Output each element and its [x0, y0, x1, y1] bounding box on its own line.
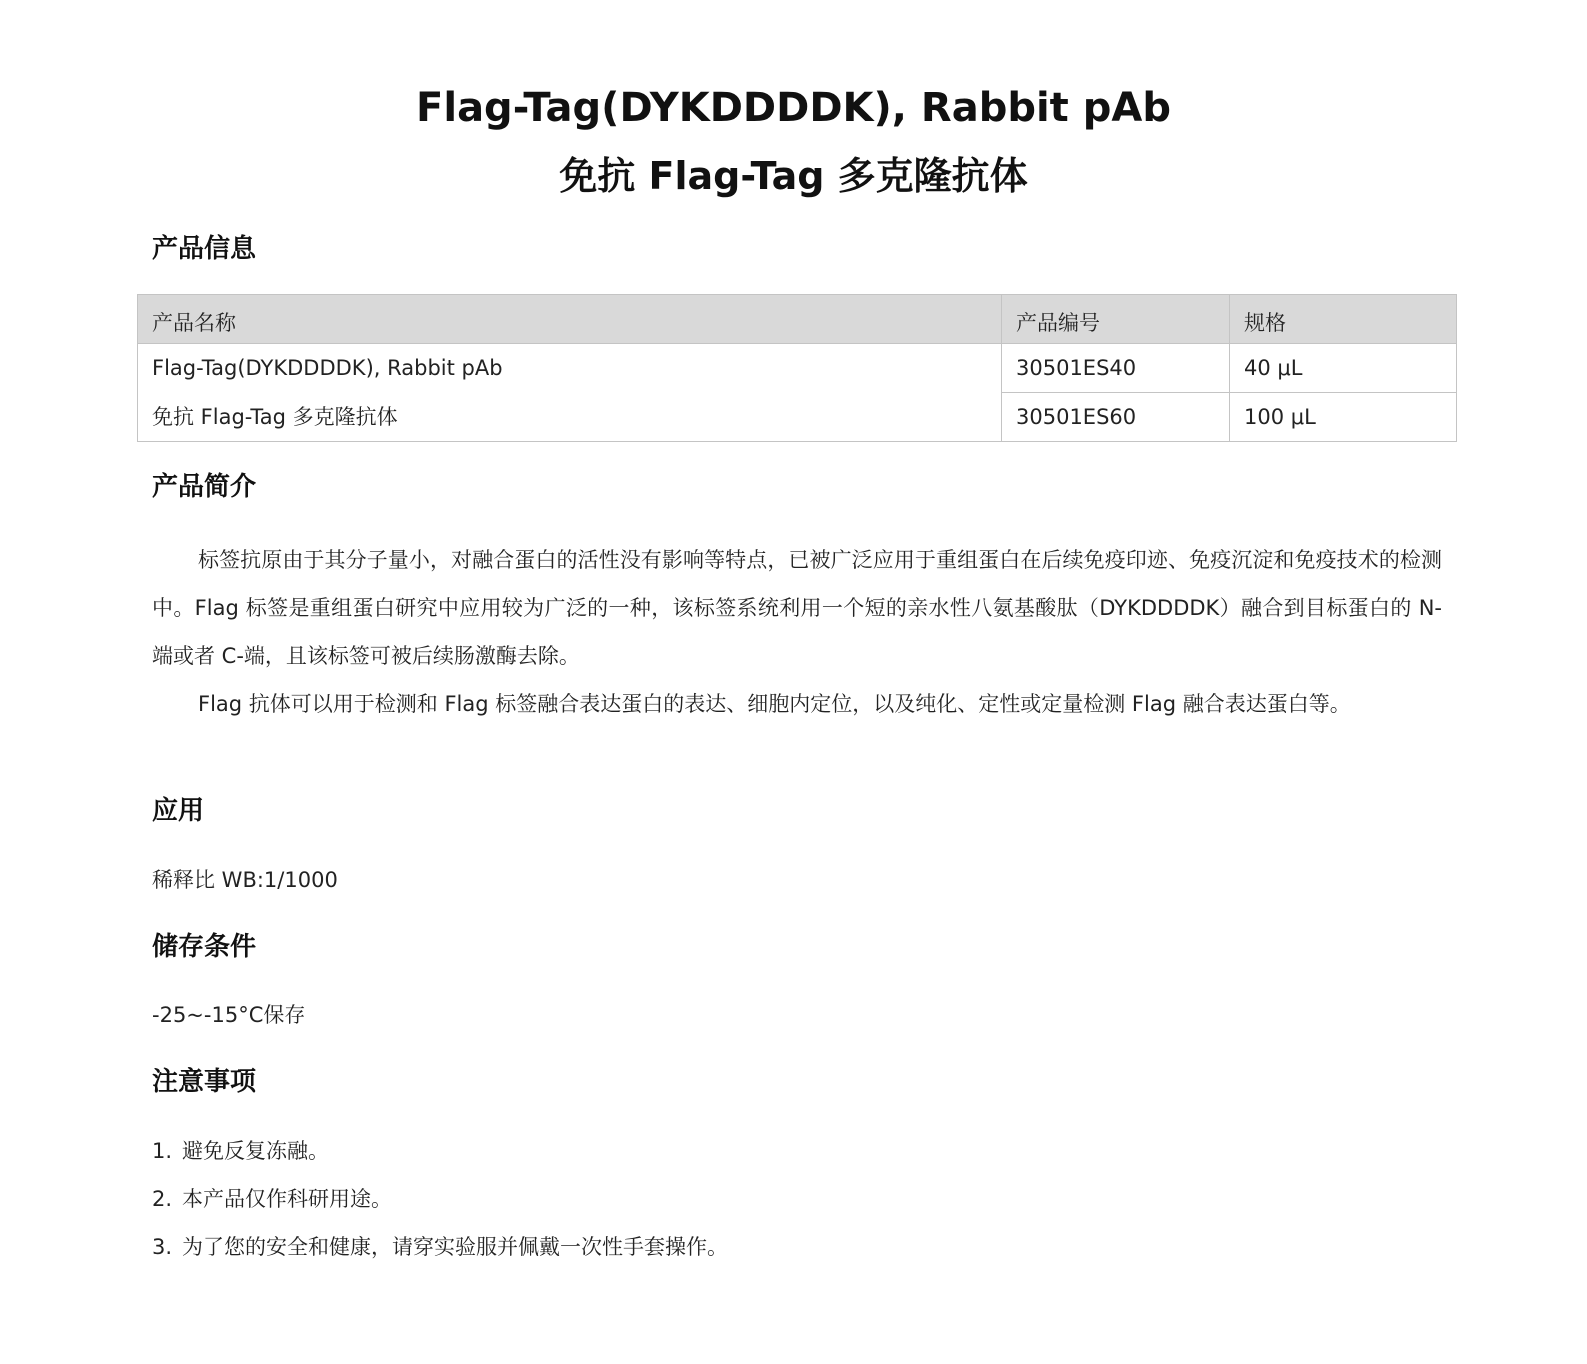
storage-text: -25~-15°C保存	[152, 1003, 306, 1027]
table-row	[138, 393, 1457, 442]
note-text: 避免反复冻融。	[182, 1139, 329, 1163]
table-row	[138, 344, 1457, 393]
product-spec: 100 μL	[1230, 393, 1457, 442]
heading-storage: 储存条件	[152, 932, 257, 962]
heading-intro: 产品简介	[152, 472, 257, 502]
list-item	[152, 1184, 392, 1214]
product-code: 30501ES40	[1002, 344, 1230, 393]
note-number: 2.	[152, 1187, 173, 1211]
list-item	[152, 1232, 728, 1262]
application-text: 稀释比 WB:1/1000	[152, 868, 338, 892]
product-spec: 40 μL	[1230, 344, 1457, 393]
title-chinese: 免抗 Flag-Tag 多克隆抗体	[559, 154, 1028, 198]
product-name-en: Flag-Tag(DYKDDDDK), Rabbit pAb	[138, 344, 1002, 393]
list-item	[152, 1136, 329, 1166]
product-info-table	[137, 294, 1457, 442]
product-name-cn: 免抗 Flag-Tag 多克隆抗体	[138, 393, 1002, 442]
header-product-code: 产品编号	[1002, 295, 1230, 344]
intro-paragraph-2: Flag 抗体可以用于检测和 Flag 标签融合表达蛋白的表达、细胞内定位，以及纯化、定性或定量检测 Flag 融合表达蛋白等。	[198, 692, 1351, 716]
product-code: 30501ES60	[1002, 393, 1230, 442]
note-text: 为了您的安全和健康，请穿实验服并佩戴一次性手套操作。	[182, 1235, 728, 1259]
note-number: 1.	[152, 1139, 173, 1163]
heading-notes: 注意事项	[152, 1067, 257, 1097]
table-header-row	[138, 295, 1457, 344]
title-english: Flag-Tag(DYKDDDDK), Rabbit pAb	[416, 85, 1171, 131]
heading-application: 应用	[152, 796, 205, 826]
header-spec: 规格	[1230, 295, 1457, 344]
note-number: 3.	[152, 1235, 173, 1259]
note-text: 本产品仅作科研用途。	[182, 1187, 392, 1211]
header-product-name: 产品名称	[138, 295, 1002, 344]
intro-paragraph-1: 标签抗原由于其分子量小，对融合蛋白的活性没有影响等特点，已被广泛应用于重组蛋白在后续免疫印迹、免疫沉淀和免疫技术的检测中。Flag 标签是重组蛋白研究中应用较为广泛的一种，该标签系统利用一个短的亲水性八氨基酸肽（DYKDDDDK）融合到目标蛋白的 N-端或者 C-端，且该标签可被后续肠激酶去除。	[152, 548, 1442, 668]
heading-product-info: 产品信息	[152, 234, 257, 264]
